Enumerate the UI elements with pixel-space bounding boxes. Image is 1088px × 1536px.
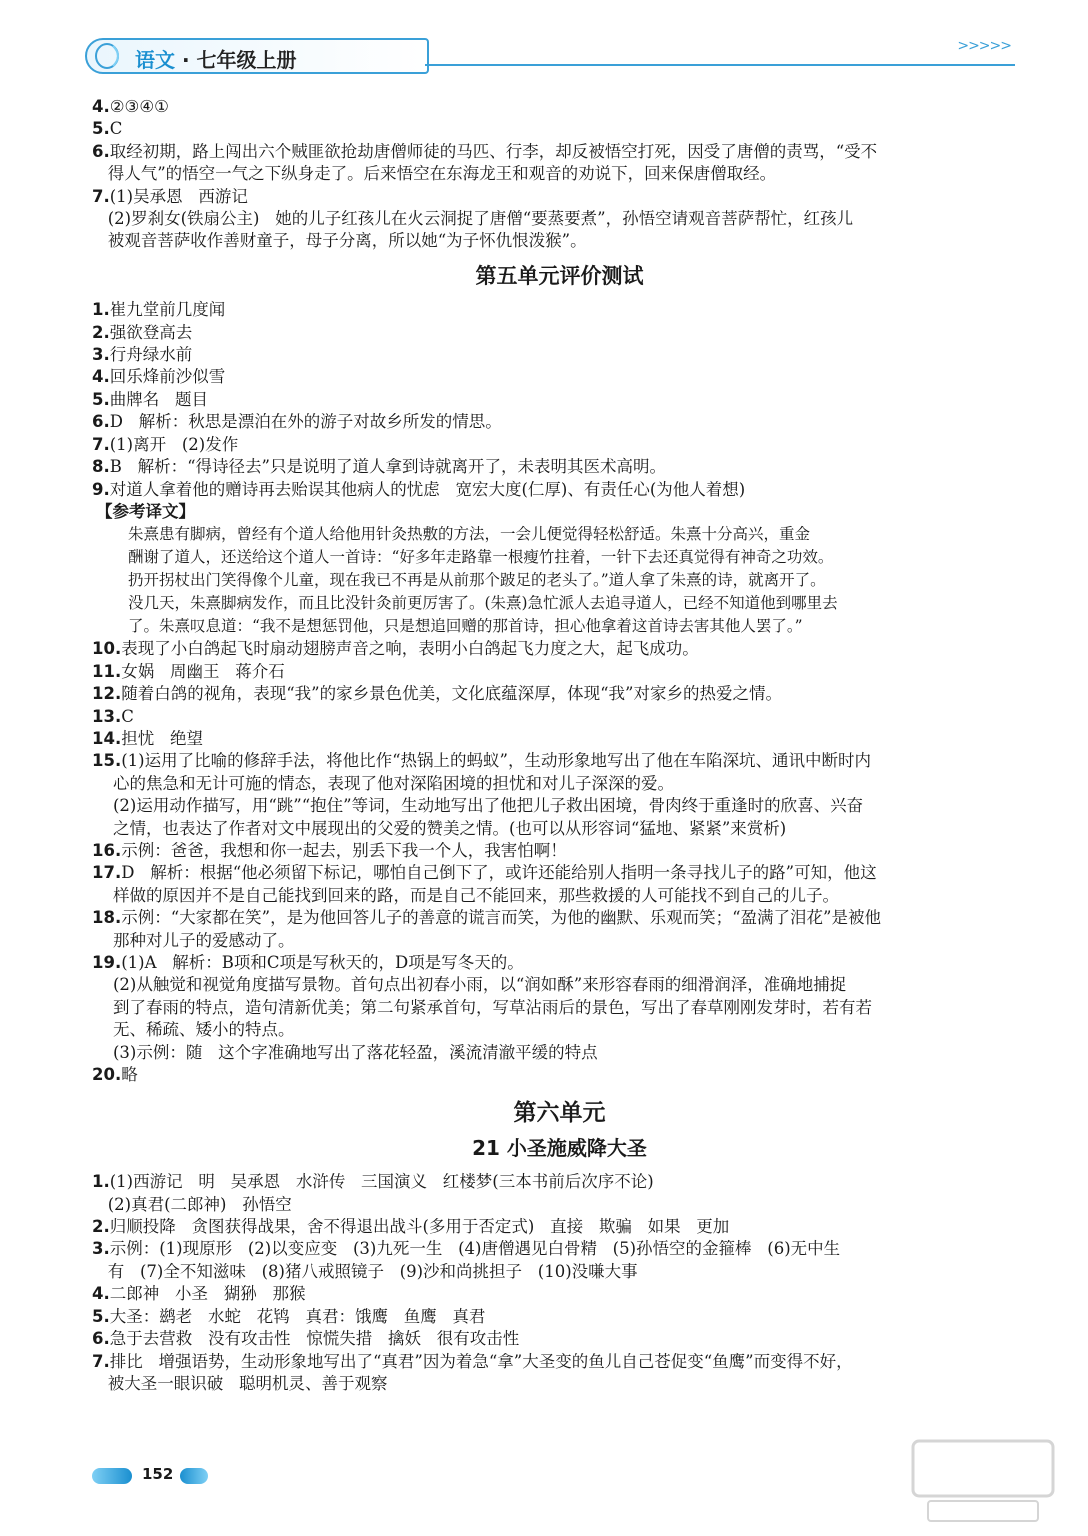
translation-line: 扔开拐杖出门笑得像个儿童，现在我已不再是从前那个跛足的老头了。”道人拿了朱熹的诗，就离开了。 bbox=[128, 571, 826, 590]
answer-text: 示例：“大家都在笑”，是为他回答儿子的善意的谎言而笑，为他的幽默、乐观而笑；“盈满了泪花”是被他 bbox=[121, 908, 881, 928]
header-book: 七年级上册 bbox=[196, 48, 297, 72]
answer-number: 13. bbox=[92, 706, 122, 726]
page-footer bbox=[92, 1462, 252, 1492]
answer-text: (2)罗刹女(铁扇公主) 她的儿子红孩儿在火云洞捉了唐僧“要蒸要煮”，孙悟空请观音菩萨帮忙，红孩儿 bbox=[92, 209, 854, 229]
answer-number: 11. bbox=[92, 661, 122, 681]
answer-text: 之情，也表达了作者对文中展现出的父爱的赞美之情。(也可以从形容词“猛地、紧紧”来赏析) bbox=[92, 818, 787, 838]
answer-line bbox=[92, 907, 1027, 929]
answer-number: 7. bbox=[92, 1351, 110, 1371]
answers-block-a bbox=[92, 96, 1027, 253]
answer-text: (1)A 解析：B项和C项是写秋天的，D项是写冬天的。 bbox=[121, 953, 524, 972]
answer-content bbox=[92, 96, 1027, 1395]
answer-line bbox=[92, 638, 1027, 660]
answer-number: 3. bbox=[92, 1239, 110, 1259]
answer-line bbox=[92, 1283, 1027, 1305]
answer-text: 急于去营救 没有攻击性 惊慌失措 擒妖 很有攻击性 bbox=[109, 1329, 520, 1349]
answer-line bbox=[92, 1238, 1027, 1260]
answer-text: (2)真君(二郎神) 孙悟空 bbox=[92, 1194, 292, 1214]
answer-text: 随着白鸽的视角，表现“我”的家乡景色优美，文化底蕴深厚，体现“我”对家乡的热爱之情。 bbox=[121, 684, 782, 704]
answer-text: 被大圣一眼识破 聪明机灵、善于观察 bbox=[92, 1373, 388, 1393]
answer-line bbox=[92, 930, 1027, 952]
answer-text: 大圣：鹚老 水蛇 花鸨 真君：饿鹰 鱼鹰 真君 bbox=[109, 1306, 486, 1326]
answer-line bbox=[92, 997, 1027, 1019]
header-subject: 语文 bbox=[135, 48, 175, 72]
answer-number: 6. bbox=[92, 1329, 110, 1349]
answer-number: 15. bbox=[92, 751, 122, 771]
answer-number: 5. bbox=[92, 119, 110, 139]
answer-line bbox=[92, 1261, 1027, 1283]
answer-line bbox=[92, 1171, 1027, 1193]
answer-text: 对道人拿着他的赠诗再去贻误其他病人的忧虑 宽宏大度(仁厚)、有责任心(为他人着想) bbox=[109, 479, 746, 499]
section-title-unit6: 第六单元 bbox=[513, 1100, 606, 1127]
answer-text: 示例：(1)现原形 (2)以变应变 (3)九死一生 (4)唐僧遇见白骨精 (5)孙悟空的金箍棒 (6)无中生 bbox=[109, 1239, 841, 1259]
answer-number: 6. bbox=[92, 141, 110, 161]
answers-block-b bbox=[92, 299, 1027, 501]
answer-text: 略 bbox=[121, 1065, 138, 1085]
answer-line bbox=[92, 479, 1027, 501]
answer-line bbox=[92, 1194, 1027, 1216]
answer-text: 心的焦急和无计可施的情态，表现了他对深陷困境的担忧和对儿子深深的爱。 bbox=[92, 773, 674, 793]
answer-line bbox=[92, 299, 1027, 321]
answer-line bbox=[92, 661, 1027, 683]
answer-text: 示例：爸爸，我想和你一起去，别丢下我一个人，我害怕啊！ bbox=[121, 840, 567, 860]
answer-text: 担忧 绝望 bbox=[121, 728, 203, 748]
answer-number: 16. bbox=[92, 840, 122, 860]
answer-text: 无、稀疏、矮小的特点。 bbox=[92, 1020, 295, 1040]
answer-text: B 解析：“得诗径去”只是说明了道人拿到诗就离开了，未表明其医术高明。 bbox=[109, 457, 666, 477]
answer-number: 7. bbox=[92, 186, 110, 206]
answer-number: 20. bbox=[92, 1065, 122, 1085]
answer-text: C bbox=[121, 706, 134, 726]
answer-line bbox=[92, 1216, 1027, 1238]
answer-line bbox=[92, 1351, 1027, 1373]
answer-line bbox=[92, 795, 1027, 817]
answer-number: 12. bbox=[92, 684, 122, 704]
answer-text: (1)吴承恩 西游记 bbox=[109, 186, 248, 206]
answer-number: 5. bbox=[92, 1306, 110, 1326]
answer-line bbox=[92, 322, 1027, 344]
page-ornament-left bbox=[92, 1468, 132, 1484]
answer-text: 有 (7)全不知滋味 (8)猪八戒照镜子 (9)沙和尚挑担子 (10)没嗛大事 bbox=[92, 1261, 638, 1281]
answer-text: 得人气”的悟空一气之下纵身走了。后来悟空在东海龙王和观音的劝说下，回来保唐僧取经。 bbox=[92, 164, 777, 184]
answer-text: 取经初期，路上闯出六个贼匪欲抢劫唐僧师徒的马匹、行李，却反被悟空打死，因受了唐僧的责骂，“受不 bbox=[109, 141, 878, 161]
answer-text: D 解析：秋思是漂泊在外的游子对故乡所发的情思。 bbox=[109, 412, 502, 432]
answer-text: ②③④① bbox=[109, 97, 169, 116]
answer-text: (1)西游记 明 吴承恩 水浒传 三国演义 红楼梦(三本书前后次序不论) bbox=[109, 1172, 654, 1192]
answer-line bbox=[92, 974, 1027, 996]
answer-number: 1. bbox=[92, 1172, 110, 1192]
answer-line bbox=[92, 1328, 1027, 1350]
answer-text: 归顺投降 贪图获得战果，舍不得退出战斗(多用于否定式) 直接 欺骗 如果 更加 bbox=[109, 1217, 730, 1237]
answer-number: 1. bbox=[92, 300, 110, 320]
answer-text: (1)离开 (2)发作 bbox=[109, 434, 239, 454]
answer-text: 到了春雨的特点，造句清新优美；第二句紧承首句，写草沾雨后的景色，写出了春草刚刚发芽时，若有若 bbox=[92, 997, 872, 1017]
answer-text: 表现了小白鸽起飞时扇动翅膀声音之响，表明小白鸽起飞力度之大，起飞成功。 bbox=[121, 639, 699, 659]
answer-line bbox=[92, 186, 1027, 208]
answer-number: 7. bbox=[92, 434, 110, 454]
header-rule bbox=[425, 64, 1015, 66]
answer-text: 回乐烽前沙似雪 bbox=[109, 367, 226, 387]
answer-text: 行舟绿水前 bbox=[109, 345, 193, 365]
answer-text: (2)从触觉和视觉角度描写景物。首句点出初春小雨，以“润如酥”来形容春雨的细滑润泽，准确地捕捉 bbox=[92, 975, 847, 995]
answer-line bbox=[92, 163, 1027, 185]
section-title-unit5-test: 第五单元评价测试 bbox=[475, 263, 644, 288]
answer-text: 强欲登高去 bbox=[109, 322, 193, 342]
translation-line: 朱熹患有脚病，曾经有个道人给他用针灸热敷的方法，一会儿便觉得轻松舒适。朱熹十分高兴，重金 bbox=[128, 525, 811, 544]
answer-line bbox=[92, 230, 1027, 252]
answer-line bbox=[92, 96, 1027, 118]
answer-number: 5. bbox=[92, 389, 110, 409]
answer-number: 14. bbox=[92, 728, 122, 748]
answer-number: 4. bbox=[92, 1284, 110, 1304]
answer-line bbox=[92, 344, 1027, 366]
answer-number: 2. bbox=[92, 322, 110, 342]
header-dot: · bbox=[181, 48, 190, 72]
header-arrows: >>>>> bbox=[957, 38, 1011, 54]
answer-text: 二郎神 小圣 猢狲 那猴 bbox=[109, 1284, 306, 1304]
answer-text: (2)运用动作描写，用“跳”“抱住”等词，生动地写出了他把儿子救出困境，骨肉终于重逢时的欣喜、兴奋 bbox=[92, 796, 864, 816]
translation-line: 了。朱熹叹息道：“我不是想惩罚他，只是想追回赠的那首诗，担心他拿着这首诗去害其他人罢了。” bbox=[128, 617, 803, 636]
answer-text: C bbox=[109, 119, 123, 139]
answer-text: 女娲 周幽王 蒋介石 bbox=[121, 661, 285, 681]
reference-translation bbox=[92, 523, 1027, 638]
answer-line bbox=[92, 141, 1027, 163]
answer-line bbox=[92, 840, 1027, 862]
answer-number: 4. bbox=[92, 367, 110, 387]
page-number: 152 bbox=[142, 1465, 174, 1483]
answer-line bbox=[92, 952, 1027, 974]
answer-text: 被观音菩萨收作善财童子，母子分离，所以她“为子怀仇恨泼猴”。 bbox=[92, 231, 587, 251]
answer-line bbox=[92, 1306, 1027, 1328]
answer-text: 崔九堂前几度闻 bbox=[109, 300, 226, 320]
answer-text: (3)示例：随 这个字准确地写出了落花轻盈，溪流清澈平缓的特点 bbox=[92, 1042, 598, 1062]
page-header bbox=[85, 34, 1015, 76]
answer-number: 3. bbox=[92, 345, 110, 365]
answer-number: 18. bbox=[92, 908, 122, 928]
answers-block-d bbox=[92, 1171, 1027, 1395]
answer-line bbox=[92, 1042, 1027, 1064]
answer-number: 6. bbox=[92, 412, 110, 432]
answer-number: 8. bbox=[92, 457, 110, 477]
answer-line bbox=[92, 750, 1027, 772]
answer-number: 10. bbox=[92, 639, 122, 659]
answer-line bbox=[92, 1373, 1027, 1395]
answer-text: D 解析：根据“他必须留下标记，哪怕自己倒下了，或许还能给别人指明一条寻找儿子的路”可知，他这 bbox=[121, 863, 877, 883]
answers-block-c bbox=[92, 638, 1027, 1086]
translation-line: 酬谢了道人，还送给这个道人一首诗：“好多年走路靠一根瘦竹拄着，一针下去还真觉得有神奇之功效。 bbox=[128, 548, 834, 567]
page-ornament-right bbox=[180, 1468, 208, 1484]
answer-number: 17. bbox=[92, 863, 122, 883]
answer-line bbox=[92, 411, 1027, 433]
answer-text: 曲牌名 题目 bbox=[109, 389, 208, 409]
answer-line bbox=[92, 1064, 1027, 1086]
answer-line bbox=[92, 706, 1027, 728]
answer-line bbox=[92, 683, 1027, 705]
answer-line bbox=[92, 456, 1027, 478]
answer-line bbox=[92, 208, 1027, 230]
answer-line bbox=[92, 118, 1027, 140]
watermark-stamp-icon bbox=[908, 1436, 1058, 1526]
answer-text: (1)运用了比喻的修辞手法，将他比作“热锅上的蚂蚁”，生动形象地写出了他在车陷深坑、通讯中断时内 bbox=[121, 751, 871, 771]
answer-line bbox=[92, 389, 1027, 411]
header-badge bbox=[85, 38, 429, 74]
answer-number: 19. bbox=[92, 953, 122, 972]
reference-translation-title: 【参考译文】 bbox=[96, 501, 195, 521]
answer-line bbox=[92, 862, 1027, 884]
answer-line bbox=[92, 434, 1027, 456]
answer-number: 4. bbox=[92, 97, 110, 116]
translation-line: 没几天，朱熹脚病发作，而且比没针灸前更厉害了。(朱熹)急忙派人去追寻道人，已经不知道他到哪里去 bbox=[128, 594, 838, 613]
answer-line bbox=[92, 728, 1027, 750]
answer-line bbox=[92, 1019, 1027, 1041]
answer-line bbox=[92, 885, 1027, 907]
answer-text: 那种对儿子的爱感动了。 bbox=[92, 930, 295, 950]
answer-number: 9. bbox=[92, 479, 110, 499]
answer-text: 样做的原因并不是自己能找到回来的路，而是自己不能回来，那些救援的人可能找不到自己的儿子。 bbox=[92, 885, 839, 905]
answer-text: 排比 增强语势，生动形象地写出了“真君”因为着急“拿”大圣变的鱼儿自己苍促变“鱼鹰”而变得不好， bbox=[109, 1351, 853, 1371]
answer-line bbox=[92, 773, 1027, 795]
lesson-title-21: 21 小圣施威降大圣 bbox=[472, 1135, 647, 1160]
answer-line bbox=[92, 366, 1027, 388]
answer-number: 2. bbox=[92, 1217, 110, 1237]
header-title bbox=[135, 44, 297, 73]
leaf-logo-icon bbox=[93, 42, 127, 70]
answer-line bbox=[92, 818, 1027, 840]
